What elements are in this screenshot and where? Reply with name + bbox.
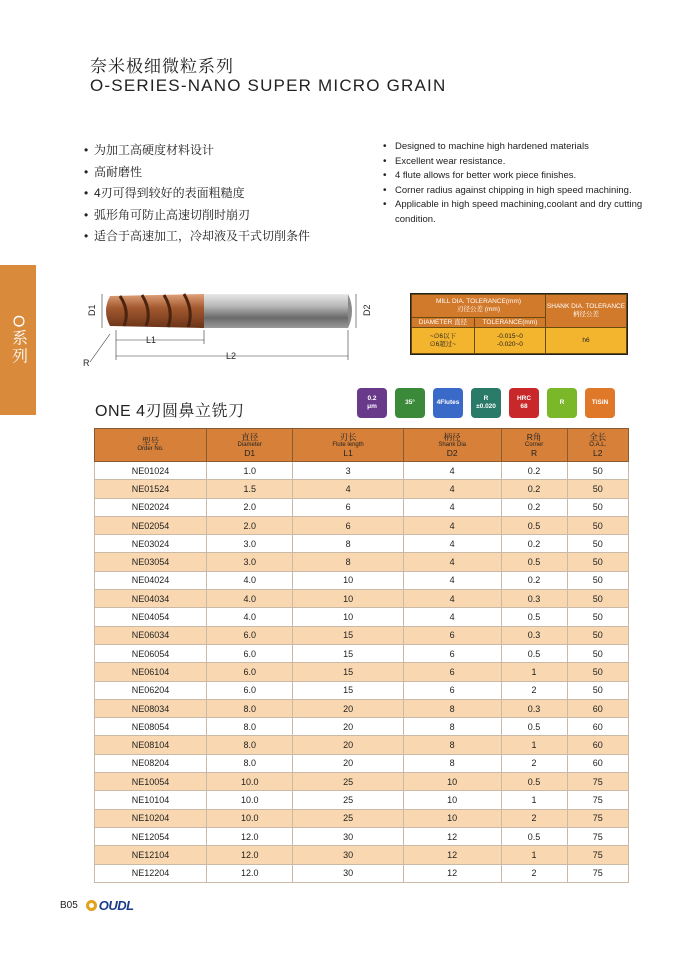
table-cell: 0.5 (501, 553, 567, 571)
feature-cn-item: • 弧形角可防止高速切削时崩刃 (84, 205, 364, 227)
feature-cn-item: • 为加工高硬度材料设计 (84, 140, 364, 162)
table-cell: 30 (293, 864, 403, 882)
table-cell: 0.5 (501, 608, 567, 626)
shank-tolerance-value: h6 (546, 328, 627, 354)
table-cell: 6.0 (207, 681, 293, 699)
table-row (95, 462, 629, 480)
table-cell: 1.0 (207, 462, 293, 480)
table-cell: NE06204 (95, 681, 207, 699)
table-cell: 0.3 (501, 626, 567, 644)
table-cell: NE02054 (95, 516, 207, 534)
table-cell: 8.0 (207, 718, 293, 736)
shank-tolerance-header-cn: 柄径公差 (573, 311, 599, 318)
table-cell: 8 (403, 718, 501, 736)
logo-ring-icon (86, 900, 97, 911)
column-header-cn: 刃长 (339, 432, 357, 442)
table-cell: 60 (567, 718, 628, 736)
table-cell: 50 (567, 644, 628, 662)
table-cell: 6.0 (207, 626, 293, 644)
table-cell: 30 (293, 846, 403, 864)
features-en-list (383, 140, 673, 227)
diameter-values: ~∅6以下 ∅6超过~ (412, 328, 475, 354)
table-row (95, 553, 629, 571)
table-cell: NE12054 (95, 827, 207, 845)
table-cell: 75 (567, 809, 628, 827)
column-header-cn: 全长 (589, 432, 607, 442)
brand-logo (86, 898, 134, 913)
mill-tolerance-header-cn: 刃径公差 (mm) (457, 306, 500, 313)
table-row (95, 516, 629, 534)
table-cell: 12 (403, 846, 501, 864)
l2-label: L2 (226, 351, 237, 361)
column-header (95, 429, 207, 462)
table-cell: 15 (293, 681, 403, 699)
d1-label: D1 (87, 304, 97, 316)
column-header-symbol: D1 (244, 447, 256, 458)
tolerance-values: -0.015~0 -0.020~0 (474, 328, 545, 354)
table-row (95, 773, 629, 791)
feature-badge-icon (585, 388, 615, 418)
table-cell: 0.2 (501, 462, 567, 480)
feature-badge-icon (509, 388, 539, 418)
table-cell: 8.0 (207, 699, 293, 717)
column-header-en: Diameter (237, 441, 262, 448)
feature-badge-icon (357, 388, 387, 418)
feature-cn-item: • 4刃可得到较好的表面粗糙度 (84, 183, 364, 205)
table-cell: NE01524 (95, 480, 207, 498)
table-cell: 3.0 (207, 535, 293, 553)
table-cell: 50 (567, 516, 628, 534)
table-cell: 0.2 (501, 535, 567, 553)
table-cell: NE01024 (95, 462, 207, 480)
table-row (95, 718, 629, 736)
table-cell: 4 (403, 590, 501, 608)
feature-en-item: • Applicable in high speed machining,coolant and dry cutting condition. (383, 198, 673, 227)
table-cell: NE12104 (95, 846, 207, 864)
table-cell: NE04034 (95, 590, 207, 608)
table-cell: 6 (403, 681, 501, 699)
flute-body (106, 294, 204, 328)
table-cell: NE04024 (95, 571, 207, 589)
table-cell: 10.0 (207, 809, 293, 827)
table-row (95, 736, 629, 754)
table-cell: NE10204 (95, 809, 207, 827)
table-cell: 6 (293, 498, 403, 516)
feature-badge-icon (395, 388, 425, 418)
table-cell: 0.3 (501, 590, 567, 608)
table-cell: 8 (293, 553, 403, 571)
table-cell: 2.0 (207, 498, 293, 516)
table-cell: 2 (501, 809, 567, 827)
table-cell: 50 (567, 626, 628, 644)
column-header (207, 429, 293, 462)
mill-tolerance-header: MILL DIA. TOLERANCE(mm) (435, 298, 522, 305)
feature-cn-item: • 适合于高速加工，冷却液及干式切削条件 (84, 226, 364, 248)
table-cell: NE06054 (95, 644, 207, 662)
column-header-symbol: R (530, 447, 538, 458)
feature-en-item: • 4 flute allows for better work piece finishes. (383, 169, 673, 184)
table-cell: 50 (567, 590, 628, 608)
column-header-cn: R角 (526, 432, 542, 442)
table-cell: NE06104 (95, 663, 207, 681)
column-header (403, 429, 501, 462)
table-cell: 20 (293, 754, 403, 772)
table-row (95, 571, 629, 589)
table-cell: 50 (567, 535, 628, 553)
table-row (95, 864, 629, 882)
feature-cn-item: • 高耐磨性 (84, 162, 364, 184)
table-cell: 3 (293, 462, 403, 480)
table-cell: 6 (403, 644, 501, 662)
table-cell: 4 (403, 571, 501, 589)
table-cell: 4 (403, 498, 501, 516)
table-cell: 0.3 (501, 699, 567, 717)
tolerance-label: TOLERANCE(mm) (474, 318, 545, 328)
table-cell: 75 (567, 773, 628, 791)
table-cell: 2 (501, 864, 567, 882)
table-cell: 4 (403, 535, 501, 553)
table-cell: 4.0 (207, 590, 293, 608)
feature-badges (357, 388, 615, 418)
table-cell: 3.0 (207, 553, 293, 571)
table-cell: 4.0 (207, 571, 293, 589)
page-number: B05 (60, 900, 78, 911)
table-cell: NE10104 (95, 791, 207, 809)
table-cell: 0.2 (501, 571, 567, 589)
table-cell: 10 (293, 608, 403, 626)
table-cell: 6.0 (207, 644, 293, 662)
table-cell: 20 (293, 718, 403, 736)
table-row (95, 590, 629, 608)
table-cell: 4.0 (207, 608, 293, 626)
feature-en-item: • Excellent wear resistance. (383, 155, 673, 170)
table-row (95, 480, 629, 498)
table-cell: 4 (403, 608, 501, 626)
table-cell: 60 (567, 699, 628, 717)
table-cell: 25 (293, 809, 403, 827)
l1-label: L1 (146, 335, 157, 345)
table-cell: 30 (293, 827, 403, 845)
table-cell: 12 (403, 864, 501, 882)
badge-label: HRC 68 (516, 395, 532, 410)
badge-label: R ±0.020 (476, 395, 496, 410)
table-cell: NE12204 (95, 864, 207, 882)
d2-label: D2 (362, 304, 372, 316)
table-cell: NE08104 (95, 736, 207, 754)
feature-badge-icon (547, 388, 577, 418)
table-cell: 4 (403, 480, 501, 498)
table-cell: 10.0 (207, 773, 293, 791)
table-cell: 75 (567, 827, 628, 845)
features-cn-list (84, 140, 364, 248)
table-cell: NE03054 (95, 553, 207, 571)
table-cell: 12.0 (207, 846, 293, 864)
table-row (95, 681, 629, 699)
series-side-tab: O系列 (0, 265, 36, 415)
table-cell: 10 (293, 571, 403, 589)
page-title-en: O-SERIES-NANO SUPER MICRO GRAIN (90, 76, 447, 95)
r-label: R (83, 358, 90, 368)
column-header-cn: 直径 (241, 432, 259, 442)
diameter-label: DIAMETER 直径 (412, 318, 475, 328)
table-cell: 0.5 (501, 827, 567, 845)
table-cell: 0.2 (501, 480, 567, 498)
table-cell: NE08054 (95, 718, 207, 736)
column-header-en: Shank Dia (438, 441, 467, 448)
table-cell: 2.0 (207, 516, 293, 534)
page-footer (60, 898, 134, 913)
table-row (95, 827, 629, 845)
table-cell: 10 (403, 809, 501, 827)
end-mill-diagram (80, 278, 370, 378)
table-cell: 10 (403, 791, 501, 809)
table-cell: 0.5 (501, 516, 567, 534)
column-header (293, 429, 403, 462)
table-cell: 12.0 (207, 827, 293, 845)
table-cell: 6 (403, 626, 501, 644)
table-row (95, 644, 629, 662)
table-row (95, 498, 629, 516)
table-cell: 4 (403, 462, 501, 480)
table-row (95, 846, 629, 864)
table-cell: NE10054 (95, 773, 207, 791)
table-cell: 50 (567, 608, 628, 626)
table-cell: 0.2 (501, 498, 567, 516)
table-cell: NE06034 (95, 626, 207, 644)
table-cell: 25 (293, 773, 403, 791)
table-cell: 8 (403, 699, 501, 717)
table-cell: 50 (567, 462, 628, 480)
table-cell: NE04054 (95, 608, 207, 626)
table-cell: NE08034 (95, 699, 207, 717)
table-cell: 1 (501, 791, 567, 809)
column-header (567, 429, 628, 462)
table-row (95, 699, 629, 717)
badge-label: 0.2 μm (367, 395, 377, 410)
table-cell: 0.5 (501, 718, 567, 736)
table-cell: 2 (501, 681, 567, 699)
table-cell: 75 (567, 846, 628, 864)
table-cell: 12.0 (207, 864, 293, 882)
table-cell: 6 (403, 663, 501, 681)
column-header (501, 429, 567, 462)
table-cell: 8.0 (207, 736, 293, 754)
table-cell: 0.5 (501, 773, 567, 791)
column-header-symbol: L1 (343, 447, 353, 458)
table-cell: 2 (501, 754, 567, 772)
table-row (95, 626, 629, 644)
feature-badge-icon (471, 388, 501, 418)
table-cell: 60 (567, 754, 628, 772)
table-cell: 12 (403, 827, 501, 845)
table-cell: 8 (403, 736, 501, 754)
table-cell: 20 (293, 699, 403, 717)
badge-label: R (559, 399, 565, 406)
table-cell: 1 (501, 846, 567, 864)
table-row (95, 809, 629, 827)
column-header-en: Flute length (332, 441, 364, 448)
column-header-en: O.A.L. (589, 441, 607, 448)
table-cell: 1 (501, 663, 567, 681)
table-cell: 0.5 (501, 644, 567, 662)
table-cell: 10.0 (207, 791, 293, 809)
table-row (95, 663, 629, 681)
table-cell: 1 (501, 736, 567, 754)
table-cell: 50 (567, 498, 628, 516)
feature-badge-icon (433, 388, 463, 418)
table-cell: 8 (403, 754, 501, 772)
badge-label: 35° (405, 399, 415, 406)
table-cell: 4 (403, 516, 501, 534)
table-cell: 4 (403, 553, 501, 571)
table-cell: NE02024 (95, 498, 207, 516)
table-cell: 6 (293, 516, 403, 534)
table-cell: 75 (567, 864, 628, 882)
shank-tolerance-header: SHANK DIA. TOLERANCE (546, 303, 626, 310)
table-cell: 15 (293, 626, 403, 644)
spec-table (94, 428, 629, 883)
section-title: ONE 4刃圆鼻立铣刀 (95, 403, 245, 420)
column-header-cn: 柄径 (443, 432, 461, 442)
table-cell: 1.5 (207, 480, 293, 498)
column-header-cn: 型号 (141, 436, 159, 447)
table-cell: 15 (293, 663, 403, 681)
badge-label: 4Flutes (436, 399, 460, 406)
table-cell: NE03024 (95, 535, 207, 553)
table-cell: 4 (293, 480, 403, 498)
table-cell: 60 (567, 736, 628, 754)
table-row (95, 535, 629, 553)
badge-label: TiSiN (591, 399, 609, 406)
table-cell: 50 (567, 681, 628, 699)
table-row (95, 791, 629, 809)
table-cell: NE08204 (95, 754, 207, 772)
table-cell: 10 (293, 590, 403, 608)
table-cell: 75 (567, 791, 628, 809)
table-cell: 10 (403, 773, 501, 791)
table-cell: 6.0 (207, 663, 293, 681)
table-cell: 50 (567, 663, 628, 681)
feature-en-item: • Designed to machine high hardened materials (383, 140, 673, 155)
page-title-cn: 奈米极细微粒系列 (90, 57, 234, 76)
table-cell: 25 (293, 791, 403, 809)
shank-body (200, 294, 352, 328)
column-header-en: Corner (524, 441, 544, 448)
column-header-symbol: D2 (446, 447, 458, 458)
table-cell: 15 (293, 644, 403, 662)
logo-text: OUDL (98, 898, 134, 913)
table-cell: 50 (567, 480, 628, 498)
table-row (95, 608, 629, 626)
table-cell: 8.0 (207, 754, 293, 772)
table-cell: 8 (293, 535, 403, 553)
feature-en-item: • Corner radius against chipping in high speed machining. (383, 184, 673, 199)
table-row (95, 754, 629, 772)
table-cell: 50 (567, 571, 628, 589)
column-header-symbol: L2 (593, 447, 603, 458)
table-cell: 20 (293, 736, 403, 754)
column-header-en: Order No. (137, 445, 164, 452)
tolerance-table (410, 293, 628, 355)
table-cell: 50 (567, 553, 628, 571)
